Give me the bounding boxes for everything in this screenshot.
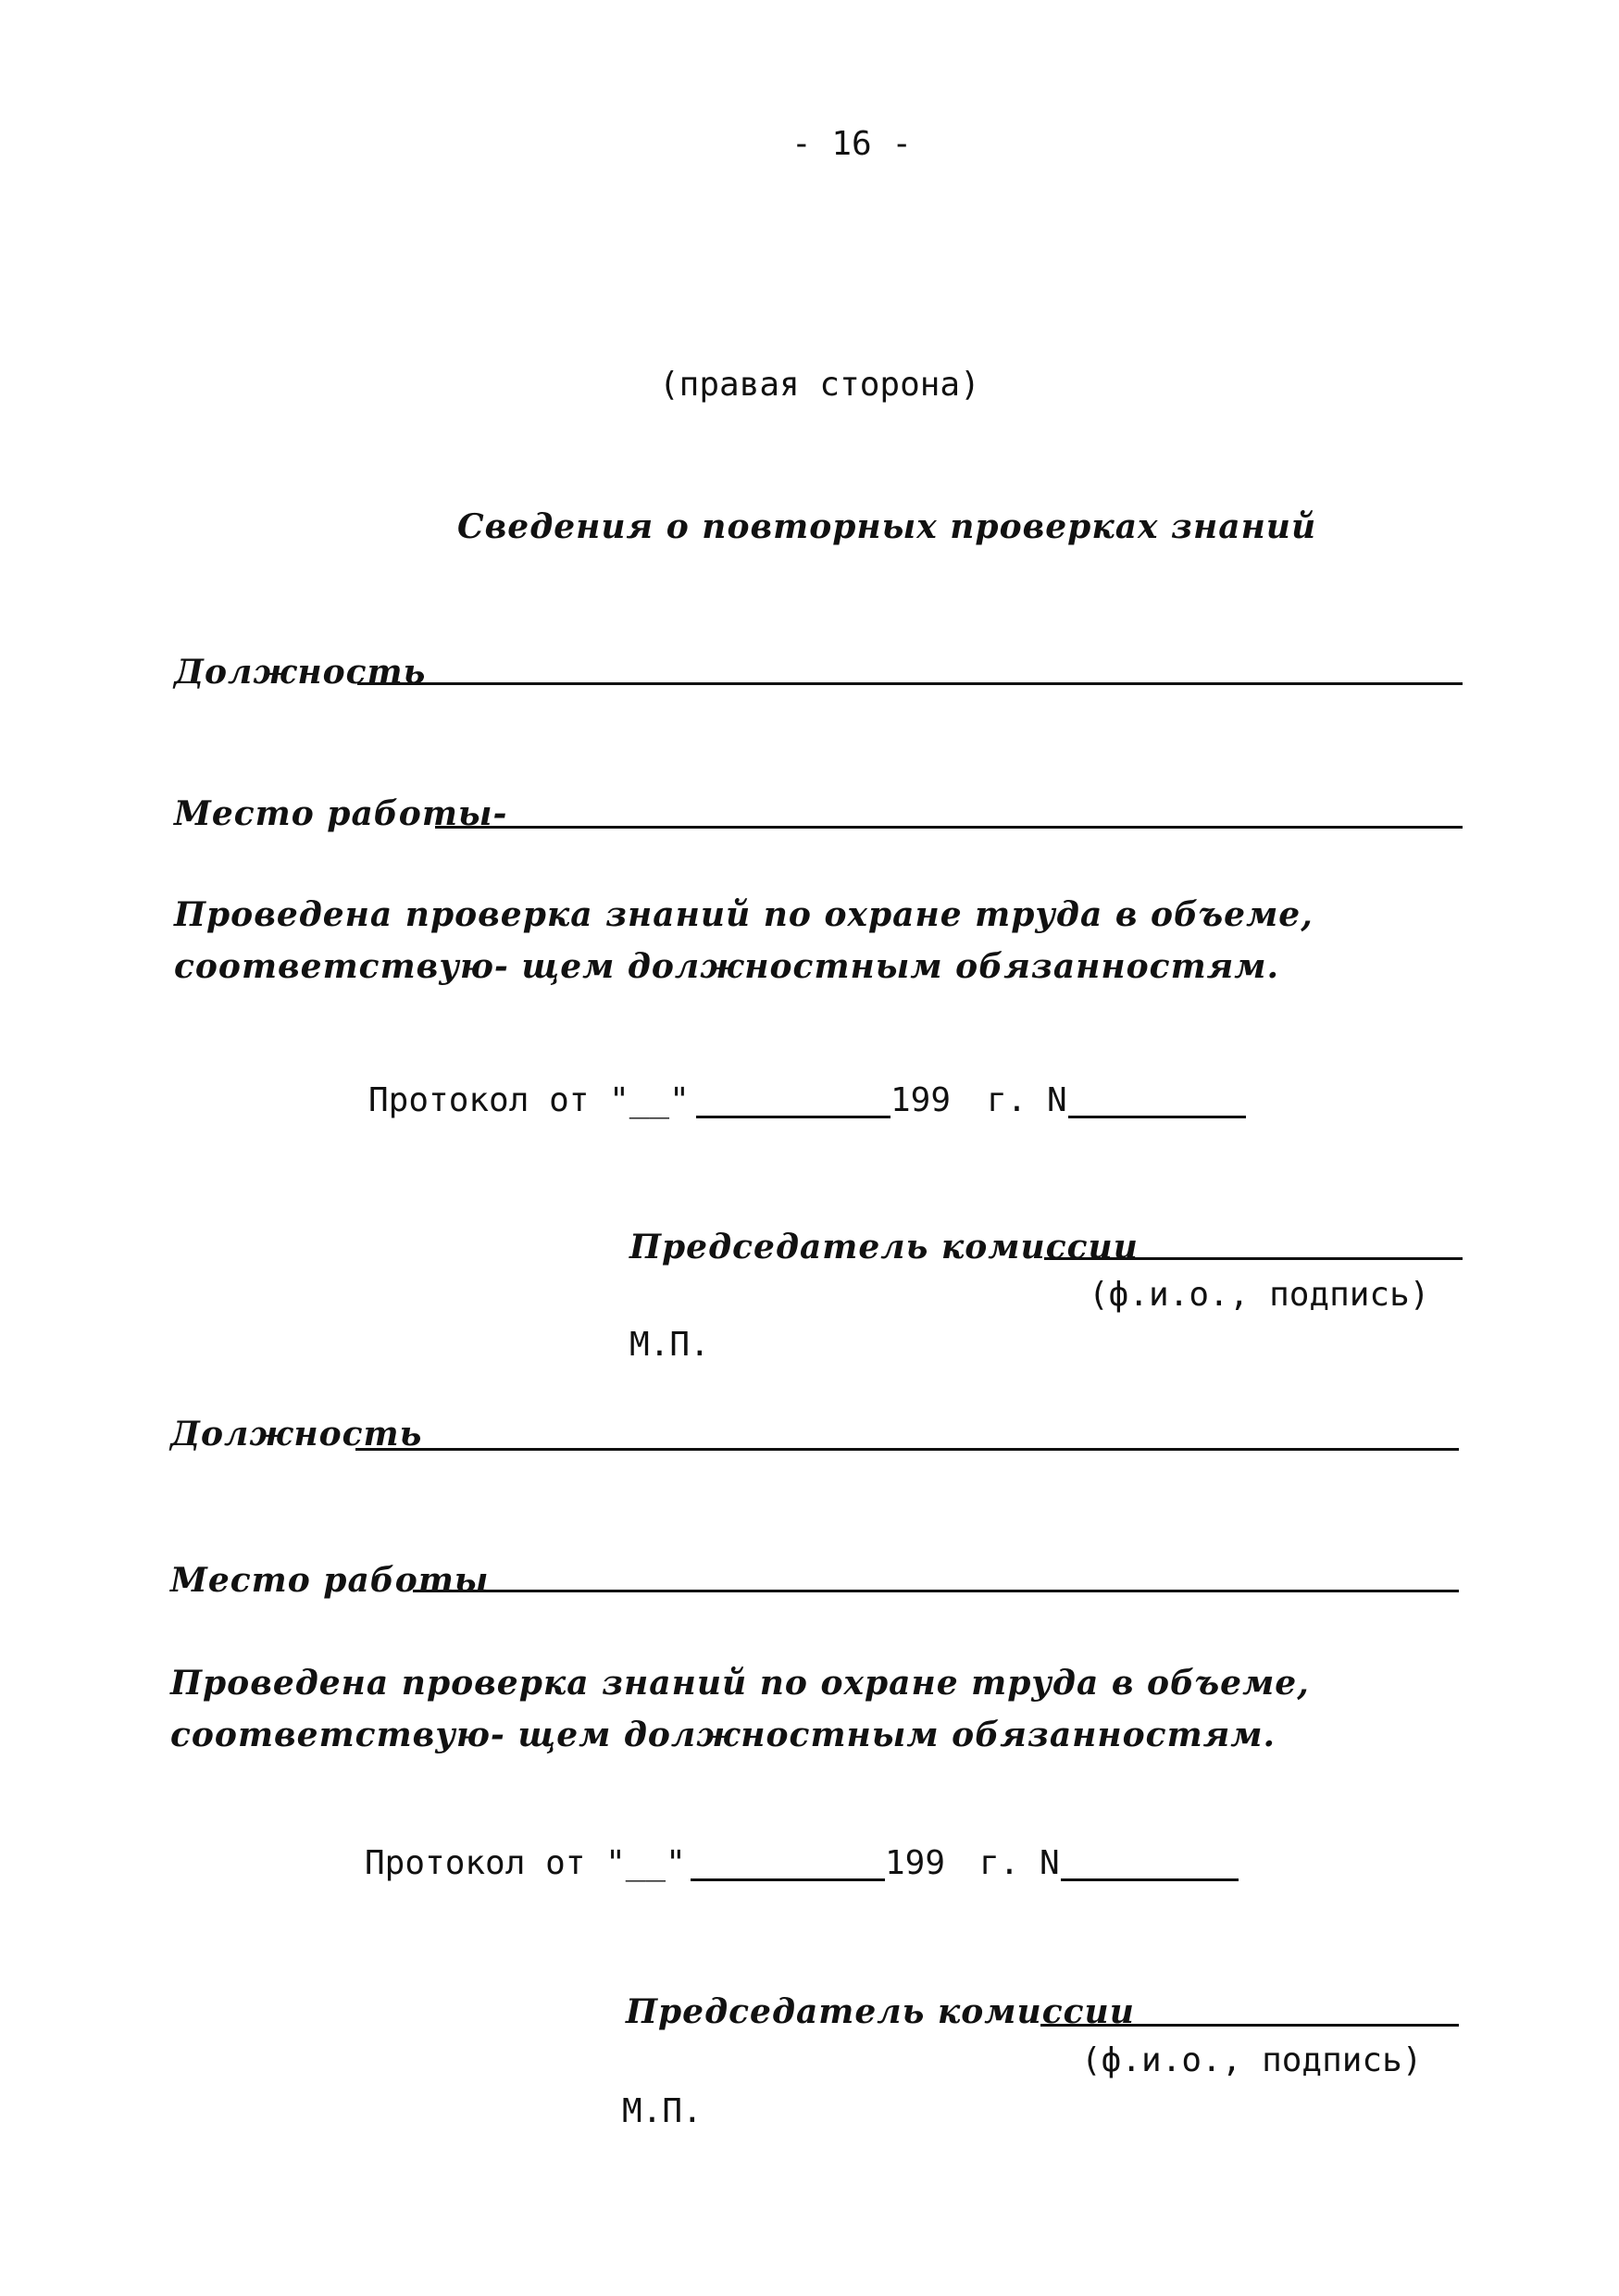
position-label: Должность <box>174 653 427 692</box>
workplace-field[interactable] <box>435 826 1463 829</box>
page-title: Сведения о повторных проверках знаний <box>457 507 1317 546</box>
protocol-year: 199 <box>890 1081 952 1119</box>
signature-hint: (ф.и.о., подпись) <box>1081 2041 1423 2079</box>
workplace-label: Место работы <box>170 1561 490 1600</box>
check-paragraph: Проведена проверка знаний по охране труда в объеме, соответствую- щем должностным обязанностям. <box>170 1664 1310 1754</box>
chairman-signature-field[interactable] <box>1044 1257 1463 1260</box>
chairman-label: Председатель комиссии <box>629 1228 1139 1267</box>
page-number: - 16 - <box>791 125 913 163</box>
signature-hint: (ф.и.о., подпись) <box>1089 1276 1430 1314</box>
protocol-prefix: Протокол от "__" <box>368 1081 690 1119</box>
protocol-number-field[interactable] <box>1068 1116 1246 1118</box>
protocol-year: 199 <box>885 1844 946 1882</box>
side-note: (правая сторона) <box>659 366 980 404</box>
protocol-g: г. N <box>979 1844 1060 1882</box>
position-label: Должность <box>170 1415 423 1454</box>
protocol-g: г. N <box>987 1081 1067 1119</box>
protocol-date-field[interactable] <box>691 1878 885 1881</box>
chairman-signature-field[interactable] <box>1040 2024 1459 2027</box>
stamp-label: М.П. <box>629 1326 710 1364</box>
protocol-date-field[interactable] <box>696 1116 890 1118</box>
position-field[interactable] <box>357 682 1463 685</box>
protocol-number-field[interactable] <box>1061 1878 1239 1881</box>
protocol-prefix: Протокол от "__" <box>365 1844 686 1882</box>
position-field[interactable] <box>355 1448 1459 1451</box>
chairman-label: Председатель комиссии <box>626 1992 1135 2031</box>
stamp-label: М.П. <box>622 2092 703 2130</box>
check-paragraph: Проведена проверка знаний по охране труда в объеме, соответствую- щем должностным обязанностям. <box>174 895 1314 986</box>
workplace-field[interactable] <box>413 1590 1459 1592</box>
workplace-label: Место работы- <box>174 794 508 833</box>
